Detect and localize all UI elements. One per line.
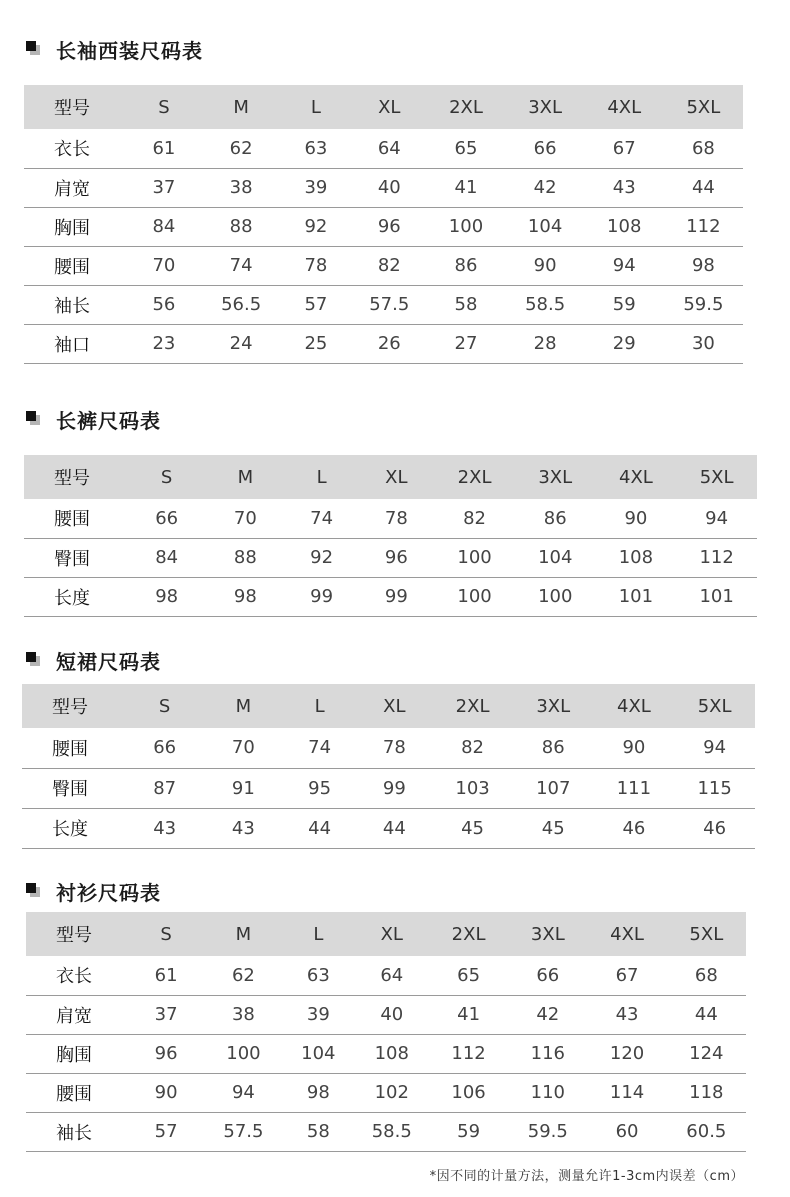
- footnote: *因不同的计量方法，测量允许1-3cm内误差（cm）: [429, 1169, 744, 1184]
- measurement-cell: 99: [356, 768, 432, 808]
- measurement-cell: 37: [125, 168, 202, 207]
- measurement-cell: 101: [596, 577, 677, 616]
- table-row: [24, 129, 743, 168]
- measurement-cell: 70: [206, 499, 285, 538]
- header-cell-size: 3XL: [515, 455, 596, 499]
- measurement-cell: 108: [596, 538, 677, 577]
- row-label-cell: 衣长: [24, 129, 125, 168]
- measurement-cell: 45: [513, 808, 594, 848]
- row-label-cell: 长度: [22, 808, 125, 848]
- table-header-row: [26, 912, 746, 956]
- measurement-cell: 104: [515, 538, 596, 577]
- measurement-cell: 57: [127, 1112, 204, 1151]
- measurement-cell: 82: [352, 246, 426, 285]
- measurement-cell: 82: [432, 728, 513, 768]
- table-header-row: [24, 455, 757, 499]
- measurement-cell: 66: [125, 728, 204, 768]
- measurement-cell: 65: [429, 956, 508, 995]
- table-row: [26, 995, 746, 1034]
- header-cell-model: 型号: [24, 85, 125, 129]
- section-title-text: 长裤尺码表: [56, 408, 161, 433]
- header-cell-size: L: [285, 455, 359, 499]
- measurement-cell: 100: [434, 577, 515, 616]
- row-label-cell: 袖长: [24, 285, 125, 324]
- measurement-cell: 44: [356, 808, 432, 848]
- measurement-cell: 98: [664, 246, 743, 285]
- measurement-cell: 100: [434, 538, 515, 577]
- measurement-cell: 96: [358, 538, 434, 577]
- measurement-cell: 112: [676, 538, 757, 577]
- measurement-cell: 106: [429, 1073, 508, 1112]
- row-label-cell: 腰围: [24, 499, 127, 538]
- row-label-cell: 胸围: [26, 1034, 127, 1073]
- measurement-cell: 112: [429, 1034, 508, 1073]
- size-table: [26, 912, 746, 1152]
- measurement-cell: 60.5: [667, 1112, 746, 1151]
- measurement-cell: 98: [127, 577, 206, 616]
- measurement-cell: 88: [203, 207, 280, 246]
- measurement-cell: 107: [513, 768, 594, 808]
- section-title-text: 短裙尺码表: [56, 649, 161, 674]
- measurement-cell: 120: [587, 1034, 666, 1073]
- measurement-cell: 66: [127, 499, 206, 538]
- measurement-cell: 44: [283, 808, 357, 848]
- row-label-cell: 腰围: [26, 1073, 127, 1112]
- measurement-cell: 27: [426, 324, 505, 363]
- measurement-cell: 59.5: [664, 285, 743, 324]
- table-row: [26, 1112, 746, 1151]
- measurement-cell: 44: [667, 995, 746, 1034]
- section-title: [26, 34, 203, 64]
- size-table: [22, 684, 755, 849]
- measurement-cell: 90: [596, 499, 677, 538]
- header-cell-size: M: [206, 455, 285, 499]
- measurement-cell: 62: [205, 956, 282, 995]
- measurement-cell: 58.5: [506, 285, 585, 324]
- measurement-cell: 94: [205, 1073, 282, 1112]
- measurement-cell: 92: [285, 538, 359, 577]
- square-bullet-icon: [26, 883, 42, 899]
- table-row: [24, 285, 743, 324]
- measurement-cell: 90: [127, 1073, 204, 1112]
- measurement-cell: 45: [432, 808, 513, 848]
- header-cell-model: 型号: [26, 912, 127, 956]
- measurement-cell: 56.5: [203, 285, 280, 324]
- row-label-cell: 肩宽: [24, 168, 125, 207]
- measurement-cell: 108: [355, 1034, 429, 1073]
- measurement-cell: 111: [594, 768, 675, 808]
- measurement-cell: 116: [508, 1034, 587, 1073]
- measurement-cell: 28: [506, 324, 585, 363]
- measurement-cell: 67: [585, 129, 664, 168]
- measurement-cell: 86: [513, 728, 594, 768]
- measurement-cell: 86: [515, 499, 596, 538]
- measurement-cell: 68: [667, 956, 746, 995]
- measurement-cell: 96: [352, 207, 426, 246]
- measurement-cell: 92: [280, 207, 352, 246]
- measurement-cell: 64: [352, 129, 426, 168]
- measurement-cell: 74: [203, 246, 280, 285]
- table-row: [24, 168, 743, 207]
- measurement-cell: 30: [664, 324, 743, 363]
- section-title: [26, 404, 161, 434]
- size-table: [24, 85, 743, 364]
- measurement-cell: 104: [282, 1034, 354, 1073]
- measurement-cell: 65: [426, 129, 505, 168]
- header-cell-size: 4XL: [585, 85, 664, 129]
- header-cell-size: 2XL: [432, 684, 513, 728]
- section-title-text: 衬衫尺码表: [56, 880, 161, 905]
- measurement-cell: 100: [515, 577, 596, 616]
- measurement-cell: 78: [358, 499, 434, 538]
- measurement-cell: 63: [282, 956, 354, 995]
- measurement-cell: 56: [125, 285, 202, 324]
- measurement-cell: 40: [355, 995, 429, 1034]
- measurement-cell: 61: [127, 956, 204, 995]
- measurement-cell: 41: [426, 168, 505, 207]
- header-cell-size: 4XL: [596, 455, 677, 499]
- measurement-cell: 112: [664, 207, 743, 246]
- measurement-cell: 94: [674, 728, 755, 768]
- measurement-cell: 103: [432, 768, 513, 808]
- measurement-cell: 46: [674, 808, 755, 848]
- measurement-cell: 99: [285, 577, 359, 616]
- section-title-text: 长袖西装尺码表: [56, 38, 203, 63]
- measurement-cell: 46: [594, 808, 675, 848]
- header-cell-size: 5XL: [674, 684, 755, 728]
- measurement-cell: 40: [352, 168, 426, 207]
- measurement-cell: 96: [127, 1034, 204, 1073]
- row-label-cell: 腰围: [24, 246, 125, 285]
- measurement-cell: 67: [587, 956, 666, 995]
- row-label-cell: 臀围: [22, 768, 125, 808]
- header-cell-size: M: [203, 85, 280, 129]
- measurement-cell: 57.5: [205, 1112, 282, 1151]
- row-label-cell: 袖长: [26, 1112, 127, 1151]
- measurement-cell: 44: [664, 168, 743, 207]
- header-cell-size: 5XL: [676, 455, 757, 499]
- table-row: [24, 538, 757, 577]
- measurement-cell: 78: [280, 246, 352, 285]
- measurement-cell: 61: [125, 129, 202, 168]
- measurement-cell: 101: [676, 577, 757, 616]
- measurement-cell: 59: [585, 285, 664, 324]
- measurement-cell: 102: [355, 1073, 429, 1112]
- table-row: [24, 207, 743, 246]
- measurement-cell: 64: [355, 956, 429, 995]
- measurement-cell: 41: [429, 995, 508, 1034]
- measurement-cell: 114: [587, 1073, 666, 1112]
- square-bullet-icon: [26, 41, 42, 57]
- measurement-cell: 100: [205, 1034, 282, 1073]
- header-cell-size: 3XL: [513, 684, 594, 728]
- measurement-cell: 124: [667, 1034, 746, 1073]
- header-cell-size: L: [280, 85, 352, 129]
- header-cell-size: S: [127, 912, 204, 956]
- header-cell-model: 型号: [24, 455, 127, 499]
- header-cell-size: 2XL: [434, 455, 515, 499]
- row-label-cell: 衣长: [26, 956, 127, 995]
- table-row: [22, 768, 755, 808]
- measurement-cell: 62: [203, 129, 280, 168]
- measurement-cell: 74: [285, 499, 359, 538]
- measurement-cell: 100: [426, 207, 505, 246]
- measurement-cell: 84: [127, 538, 206, 577]
- table-header-row: [24, 85, 743, 129]
- measurement-cell: 43: [585, 168, 664, 207]
- measurement-cell: 86: [426, 246, 505, 285]
- measurement-cell: 58: [426, 285, 505, 324]
- measurement-cell: 23: [125, 324, 202, 363]
- header-cell-size: 4XL: [594, 684, 675, 728]
- measurement-cell: 84: [125, 207, 202, 246]
- measurement-cell: 95: [283, 768, 357, 808]
- measurement-cell: 59.5: [508, 1112, 587, 1151]
- measurement-cell: 70: [125, 246, 202, 285]
- table-row: [26, 956, 746, 995]
- measurement-cell: 63: [280, 129, 352, 168]
- measurement-cell: 110: [508, 1073, 587, 1112]
- measurement-cell: 42: [508, 995, 587, 1034]
- measurement-cell: 90: [594, 728, 675, 768]
- header-cell-size: M: [205, 912, 282, 956]
- header-cell-size: S: [125, 85, 202, 129]
- header-cell-size: 5XL: [664, 85, 743, 129]
- table-row: [26, 1034, 746, 1073]
- measurement-cell: 68: [664, 129, 743, 168]
- measurement-cell: 74: [283, 728, 357, 768]
- row-label-cell: 胸围: [24, 207, 125, 246]
- measurement-cell: 87: [125, 768, 204, 808]
- header-cell-size: XL: [358, 455, 434, 499]
- measurement-cell: 57: [280, 285, 352, 324]
- measurement-cell: 115: [674, 768, 755, 808]
- section-title: [26, 645, 161, 675]
- measurement-cell: 70: [204, 728, 283, 768]
- header-cell-size: XL: [356, 684, 432, 728]
- measurement-cell: 99: [358, 577, 434, 616]
- header-cell-size: L: [282, 912, 354, 956]
- header-cell-size: L: [283, 684, 357, 728]
- square-bullet-icon: [26, 652, 42, 668]
- header-cell-size: S: [127, 455, 206, 499]
- measurement-cell: 42: [506, 168, 585, 207]
- section-title: [26, 876, 161, 906]
- measurement-cell: 43: [125, 808, 204, 848]
- measurement-cell: 60: [587, 1112, 666, 1151]
- measurement-cell: 78: [356, 728, 432, 768]
- size-table: [24, 455, 757, 617]
- row-label-cell: 肩宽: [26, 995, 127, 1034]
- measurement-cell: 37: [127, 995, 204, 1034]
- measurement-cell: 25: [280, 324, 352, 363]
- measurement-cell: 57.5: [352, 285, 426, 324]
- measurement-cell: 38: [203, 168, 280, 207]
- row-label-cell: 袖口: [24, 324, 125, 363]
- header-cell-size: XL: [355, 912, 429, 956]
- measurement-cell: 90: [506, 246, 585, 285]
- measurement-cell: 91: [204, 768, 283, 808]
- header-cell-size: 5XL: [667, 912, 746, 956]
- measurement-cell: 26: [352, 324, 426, 363]
- table-row: [22, 808, 755, 848]
- measurement-cell: 29: [585, 324, 664, 363]
- measurement-cell: 82: [434, 499, 515, 538]
- measurement-cell: 39: [282, 995, 354, 1034]
- header-cell-size: XL: [352, 85, 426, 129]
- row-label-cell: 腰围: [22, 728, 125, 768]
- table-row: [24, 324, 743, 363]
- measurement-cell: 66: [506, 129, 585, 168]
- table-row: [24, 246, 743, 285]
- measurement-cell: 88: [206, 538, 285, 577]
- table-row: [22, 728, 755, 768]
- measurement-cell: 58: [282, 1112, 354, 1151]
- measurement-cell: 66: [508, 956, 587, 995]
- measurement-cell: 58.5: [355, 1112, 429, 1151]
- measurement-cell: 24: [203, 324, 280, 363]
- measurement-cell: 98: [282, 1073, 354, 1112]
- measurement-cell: 43: [587, 995, 666, 1034]
- measurement-cell: 118: [667, 1073, 746, 1112]
- header-cell-size: 3XL: [506, 85, 585, 129]
- square-bullet-icon: [26, 411, 42, 427]
- measurement-cell: 108: [585, 207, 664, 246]
- row-label-cell: 长度: [24, 577, 127, 616]
- measurement-cell: 38: [205, 995, 282, 1034]
- header-cell-size: S: [125, 684, 204, 728]
- measurement-cell: 43: [204, 808, 283, 848]
- table-row: [24, 499, 757, 538]
- measurement-cell: 59: [429, 1112, 508, 1151]
- header-cell-size: 4XL: [587, 912, 666, 956]
- measurement-cell: 104: [506, 207, 585, 246]
- table-row: [26, 1073, 746, 1112]
- measurement-cell: 98: [206, 577, 285, 616]
- row-label-cell: 臀围: [24, 538, 127, 577]
- table-row: [24, 577, 757, 616]
- header-cell-size: 3XL: [508, 912, 587, 956]
- header-cell-size: 2XL: [429, 912, 508, 956]
- header-cell-model: 型号: [22, 684, 125, 728]
- measurement-cell: 94: [676, 499, 757, 538]
- header-cell-size: 2XL: [426, 85, 505, 129]
- table-header-row: [22, 684, 755, 728]
- measurement-cell: 39: [280, 168, 352, 207]
- header-cell-size: M: [204, 684, 283, 728]
- measurement-cell: 94: [585, 246, 664, 285]
